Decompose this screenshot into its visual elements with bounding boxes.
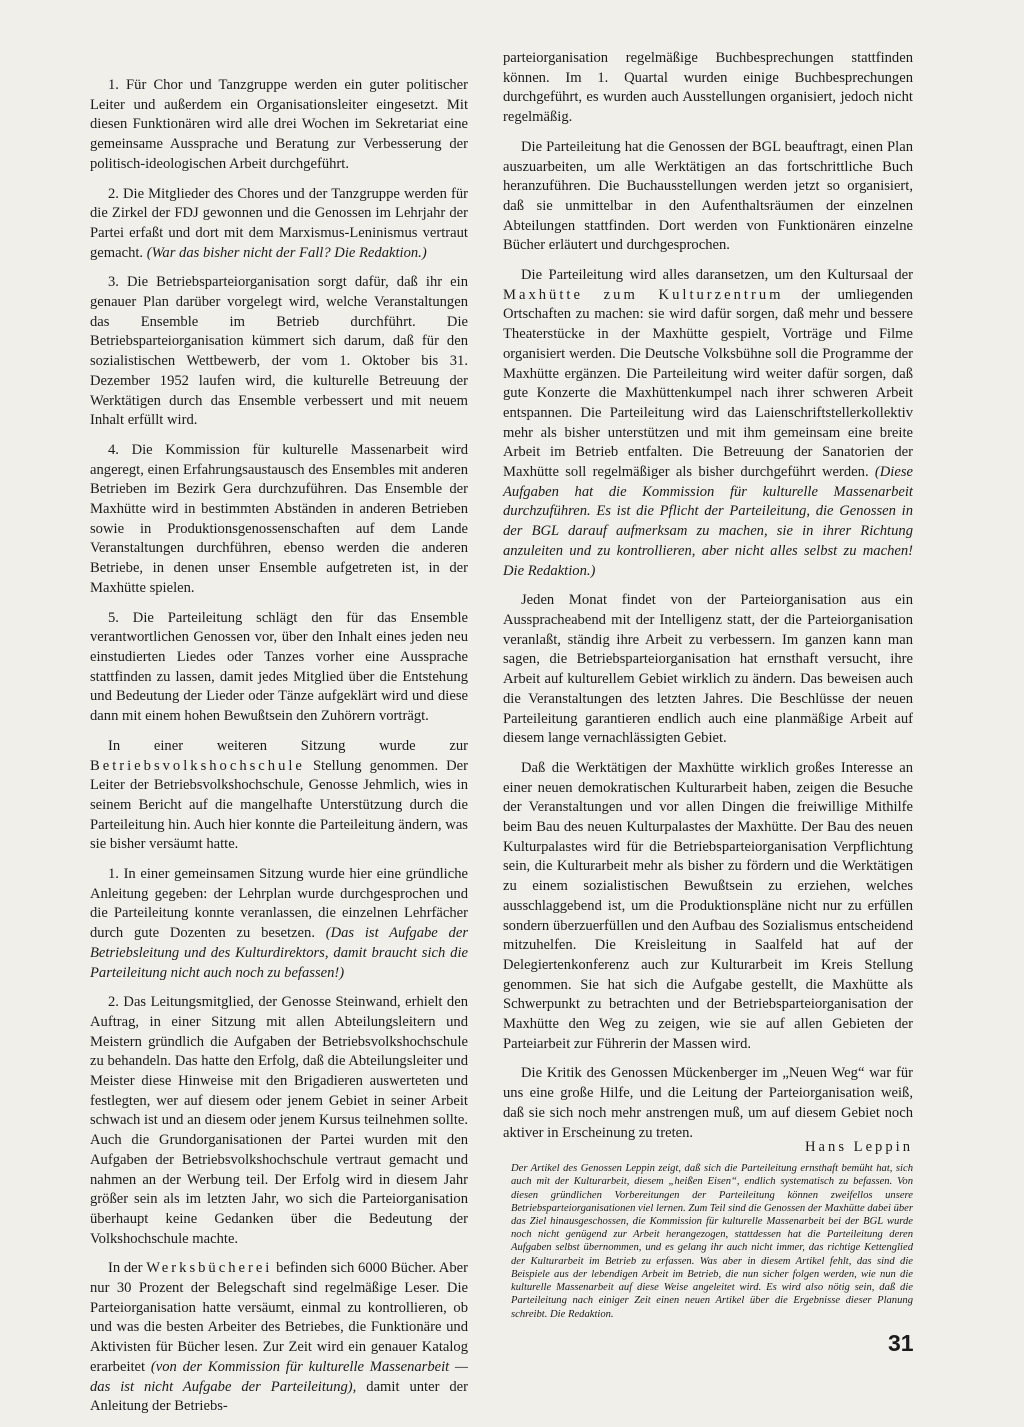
left-column (90, 76, 468, 1427)
paragraph: 2. Das Leitungsmitglied, der Genosse Steinwand, erhielt den Auftrag, in einer Sitzung mit allen Abteilungsleitern und Meistern gründlich die Aufgaben der Betriebsvolkshochschule zu behandeln. Das hatte den Erfolg, daß die Abteilungsleiter und Meister diese Hinweise mit den Brigadieren auswerteten und festlegten, wer auf diesem oder jenem Gebiet in seiner Arbeit schwach ist und an diesem oder jenem Kursus teilnehmen sollte. Auch die Grundorganisationen der Partei wurden mit den Aufgaben der Betriebsvolkshochschule vertraut gemacht und nahmen an der Werbung teil. Der Erfolg wird in diesem Jahr größer sein als im letzten Jahr, wo sich die Parteiorganisation überhaupt keine Gedanken über die Bedeutung der Volkshochschule machte. (90, 994, 468, 1247)
paragraph: 1. In einer gemeinsamen Sitzung wurde hier eine gründliche Anleitung gegeben: der Lehrplan wurde durchgesprochen und die Parteileitung konnte veranlassen, die einzelnen Lehrfächer durch gute Dozenten zu besetzen. (Das ist Aufgabe der Betriebsleitung und des Kulturdirektors, damit braucht sich die Parteileitung nicht auch noch zu befassen!) (90, 866, 468, 981)
emphasized-term: Werksbücherei (146, 1260, 273, 1277)
editorial-note: Der Artikel des Genossen Leppin zeigt, daß sich die Parteileitung ernsthaft bemüht hat, sich auch mit der Kulturarbeit, diesem „heißen Eisen“, endlich systematisch zu befassen. Von diesen gründlichen Vorbereitungen der Parteileitung können zweifellos unsere Betriebsparteiorganisationen viel lernen. Zum Teil sind die Genossen der Maxhütte dabei über das Ziel hinausgeschossen, die Kommission für kulturelle Massenarbeit bei der BGL wurde noch nicht genügend zur Arbeit herangezogen, stattdessen hat die Parteileitung deren Aufgaben selbst übernommen, und es gelang ihr auch nicht immer, das richtige Kettenglied der Kulturarbeit im Betrieb zu erfassen. Was aber in diesem Artikel fehlt, das sind die Beispiele aus der lebendigen Arbeit im Betrieb, die nun sicher folgen werden, wie nun die kulturelle Massenarbeit auf diese Weise angeleitet wird. Es wird also nötig sein, daß die Parteileitung nach einiger Zeit einen neuen Artikel über die Ergebnisse dieser Planung schreibt. Die Redaktion. (511, 1163, 913, 1320)
paragraph: In einer weiteren Sitzung wurde zur Betriebsvolkshochschule Stellung genommen. Der Leiter der Betriebsvolkshochschule, Genosse Jehmlich, wies in seinem Bericht auf die mangelhafte Unterstützung durch die Parteileitung hin. Auch hier konnte die Parteileitung ändern, was sie bisher versäumt hatte. (90, 737, 468, 853)
paragraph: Die Parteileitung hat die Genossen der BGL beauftragt, einen Plan auszuarbeiten, um alle Werktätigen an das fortschrittliche Buch heranzuführen. Die Buchausstellungen werden jetzt so organisiert, daß sie unmittelbar in den Aufenthaltsräumen der einzelnen Abteilungen stattfinden. Dort werden von Funktionären einzelne Bücher erläutert und durchgesprochen. (503, 138, 913, 254)
paragraph: parteiorganisation regelmäßige Buchbesprechungen stattfinden können. Im 1. Quartal wurden einige Buchbesprechungen durchgeführt, es wurden auch Ausstellungen organisiert, jedoch nicht regelmäßig. (503, 50, 913, 126)
page-number: 31 (888, 1330, 914, 1356)
editorial-remark: (War das bisher nicht der Fall? Die Redaktion.) (146, 244, 427, 261)
editorial-remark: (Diese Aufgaben hat die Kommission für kulturelle Massenarbeit durchzuführen. Es ist die Pflicht der Parteileitung, die Genossen in der BGL darauf aufmerksam zu machen, sie in ihrer Richtung anzuleiten und zu kontrollieren, aber nicht alles selbst zu machen! Die Redaktion.) (503, 464, 913, 579)
paragraph: 5. Die Parteileitung schlägt den für das Ensemble verantwortlichen Genossen vor, über den Inhalt eines jeden neu einstudierten Liedes oder Tanzes vorher eine Aussprache stattfinden zu lassen, damit jedes Mitglied über die Entstehung und Bedeutung der Lieder oder Tänze aufgeklärt wird und diese dann mit einem hohen Bewußtsein den Zuhörern vorträgt. (90, 609, 468, 725)
paragraph: 1. Für Chor und Tanzgruppe werden ein guter politischer Leiter und außerdem ein Organisationsleiter eingesetzt. Mit diesen Funktionären wird alle drei Wochen im Sekretariat eine gemeinsame Aussprache und Beratung zur Verbesserung der politisch-ideologischen Arbeit durchgeführt. (90, 77, 468, 172)
paragraph: 3. Die Betriebsparteiorganisation sorgt dafür, daß ihr ein genauer Plan darüber vorgelegt wird, welche Veranstaltungen das Ensemble im Betrieb durchführt. Die Betriebsparteiorganisation kümmert sich darum, daß für den sozialistischen Wettbewerb, der vom 1. Oktober bis 31. Dezember 1952 laufen wird, die kulturelle Betreuung der Werktätigen durch das Ensemble verbessert und mit neuem Inhalt erfüllt wird. (90, 274, 468, 429)
paragraph: Daß die Werktätigen der Maxhütte wirklich großes Interesse an einer neuen demokratischen Kulturarbeit haben, zeigen die Besuche der Veranstaltungen und vor allen Dingen die freiwillige Mithilfe beim Bau des neuen Kulturpalastes der Maxhütte. Der Bau des neuen Kulturpalastes wird für die Betriebsparteiorganisation Verpflichtung sein, die Kulturarbeit mehr als bisher zu fördern und die Werktätigen zu einem sozialistischen Bewußtsein zu erziehen, welches ausschlaggebend ist, um die Produktionspläne nicht nur zu erfüllen sondern überzuerfüllen und den Aufbau des Sozialismus entscheidend mitzuhelfen. Die Kreisleitung in Saalfeld hat auf der Delegiertenkonferenz auch zur Kulturarbeit im Kreis Stellung genommen. Sie hat sich die Aufgabe gestellt, die Maxhütte als Schwerpunkt zu betrachten und der Betriebsparteiorganisation der Maxhütte den Weg zu zeigen, wie sie auf allen Gebieten der Parteiarbeit zur Führerin der Massen wird. (503, 759, 913, 1052)
editorial-remark: (Das ist Aufgabe der Betriebsleitung und des Kulturdirektors, damit braucht sich die Parteileitung nicht auch noch zu befassen!) (90, 925, 468, 981)
emphasized-term: Maxhütte zum Kulturzentrum (503, 286, 784, 303)
emphasized-term: Betriebsvolkshochschule (90, 757, 305, 774)
paragraph: 4. Die Kommission für kulturelle Massenarbeit wird angeregt, einen Erfahrungsaustausch des Ensembles mit anderen Betrieben im Bezirk Gera durchzuführen. Das Ensemble der Maxhütte wird in bestimmten Abständen in anderen Betrieben sowie in Produktionsgenossenschaften auf dem Lande Veranstaltungen durchführen, ebenso werden die anderen Betriebe, in denen unser Ensemble aufgetreten ist, in der Maxhütte spielen. (90, 441, 468, 596)
paragraph: 2. Die Mitglieder des Chores und der Tanzgruppe werden für die Zirkel der FDJ gewonnen und die Genossen im Lehrjahr der Partei erfaßt und dort mit dem Marxismus-Leninismus vertraut gemacht. (War das bisher nicht der Fall? Die Redaktion.) (90, 185, 468, 261)
paragraph: In der Werksbücherei befinden sich 6000 Bücher. Aber nur 30 Prozent der Belegschaft sind regelmäßige Leser. Die Parteiorganisation hatte versäumt, einmal zu kontrollieren, ob und was die besten Arbeiter des Betriebes, die Funktionäre und Aktivisten für Bücher lesen. Zur Zeit wird ein genauer Katalog erarbeitet (von der Kommission für kulturelle Massenarbeit — das ist nicht Aufgabe der Parteileitung), damit unter der Anleitung der Betriebs- (90, 1260, 469, 1415)
right-column (503, 49, 913, 1321)
editorial-remark: (von der Kommission für kulturelle Massenarbeit — das ist nicht Aufgabe der Parteileitung), (90, 1358, 469, 1395)
paragraph: Jeden Monat findet von der Parteiorganisation aus ein Ausspracheabend mit der Intelligenz statt, der die Parteiorganisation veranlaßt, ständig ihre Arbeit zu verbessern. Im ganzen kann man sagen, die Betriebsparteiorganisation hat ernsthaft versucht, ihre Arbeit auf kulturellem Gebiet wirklich zu ändern. Das beweisen auch die Veranstaltungen des letzten Jahres. Die Beschlüsse der neuen Parteileitung garantieren endlich auch eine planmäßige Arbeit auf diesem lange vernachlässigten Gebiet. (503, 592, 913, 747)
author-signature: Hans Leppin (805, 1139, 913, 1156)
paragraph: Die Kritik des Genossen Mückenberger im „Neuen Weg“ war für uns eine große Hilfe, und die Leitung der Parteiorganisation weiß, daß sie sich noch mehr anstrengen muß, um auf diesem Gebiet noch aktiver in Erscheinung zu treten. (503, 1065, 913, 1141)
paragraph: Die Parteileitung wird alles daransetzen, um den Kultursaal der Maxhütte zum Kulturzentrum der umliegenden Ortschaften zu machen: sie wird dafür sorgen, daß mehr und bessere Theaterstücke in der Maxhütte gespielt, Vorträge und Filme organisiert werden. Die Deutsche Volksbühne soll die Programme der Maxhütte ergänzen. Die Parteileitung wird weiter dafür sorgen, daß gute Konzerte die Maxhüttenkumpel nach ihrer schweren Arbeit entspannen. Die Parteileitung wird das Laienschriftstellerkollektiv mehr als bisher unterstützen und mit ihm gemeinsam eine breite Arbeit im Betrieb entfalten. Die Betreuung der Sanatorien der Maxhütte soll regelmäßiger als bisher durchgeführt werden. (Diese Aufgaben hat die Kommission für kulturelle Massenarbeit durchzuführen. Es ist die Pflicht der Parteileitung, die Genossen in der BGL darauf aufmerksam zu machen, sie in ihrer Richtung anzuleiten und zu kontrollieren, aber nicht alles selbst zu machen! Die Redaktion.) (503, 267, 913, 579)
